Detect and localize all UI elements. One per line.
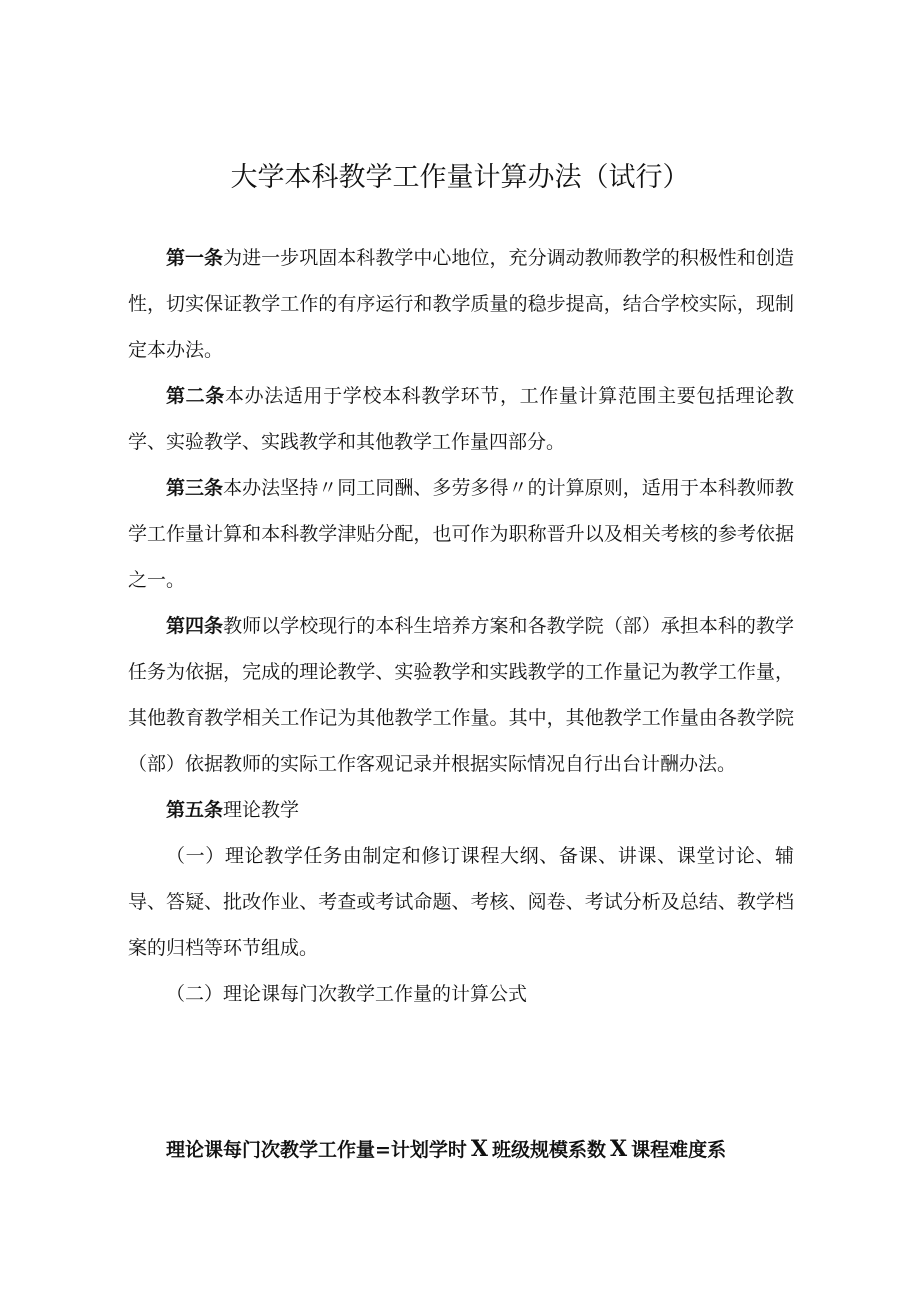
article-4-text: 教师以学校现行的本科生培养方案和各教学院（部）承担本科的教学任务为依据，完成的理论教学、实验教学和实践教学的工作量记为教学工作量，其他教育教学相关工作记为其他教学工作量。其中，其他教学工作量由各教学院（部）依据教师的实际工作客观记录并根据实际情况自行出台计酬办法。: [128, 615, 794, 775]
article-2: [128, 373, 794, 465]
article-3-heading: 第三条: [166, 477, 224, 499]
article-4: [128, 603, 794, 787]
multiply-sign-2: X: [610, 1136, 628, 1162]
formula-part-1: 理论课每门次教学工作量=计划学时: [166, 1139, 467, 1161]
formula-part-3: 课程难度系: [631, 1139, 727, 1161]
page-title: 大学本科教学工作量计算办法（试行）: [230, 162, 690, 194]
formula-part-2: 班级规模系数: [492, 1139, 607, 1161]
article-2-heading: 第二条: [166, 385, 225, 407]
article-1: [128, 235, 794, 373]
article-5-text: 理论教学: [223, 799, 300, 821]
document-body: [128, 235, 794, 1017]
article-5-heading: 第五条: [166, 799, 224, 821]
item-2: （二）理论课每门次教学工作量的计算公式: [166, 983, 528, 1005]
formula-line: [166, 1131, 786, 1168]
article-4-heading: 第四条: [166, 615, 224, 637]
item-1: （一）理论教学任务由制定和修订课程大纲、备课、讲课、课堂讨论、辅导、答疑、批改作业、考查或考试命题、考核、阅卷、考试分析及总结、教学档案的归档等环节组成。: [128, 845, 794, 959]
article-2-text: 本办法适用于学校本科教学环节，工作量计算范围主要包括理论教学、实验教学、实践教学和其他教学工作量四部分。: [128, 385, 794, 453]
article-3: [128, 465, 794, 603]
multiply-sign-1: X: [470, 1136, 488, 1162]
article-1-text: 为进一步巩固本科教学中心地位，充分调动教师教学的积极性和创造性，切实保证教学工作的有序运行和教学质量的稳步提高，结合学校实际，现制定本办法。: [128, 247, 794, 361]
article-3-text: 本办法坚持〃同工同酬、多劳多得〃的计算原则，适用于本科教师教学工作量计算和本科教学津贴分配，也可作为职称晋升以及相关考核的参考依据之一。: [128, 477, 794, 591]
article-1-heading: 第一条: [166, 247, 224, 269]
article-5: [128, 787, 794, 833]
